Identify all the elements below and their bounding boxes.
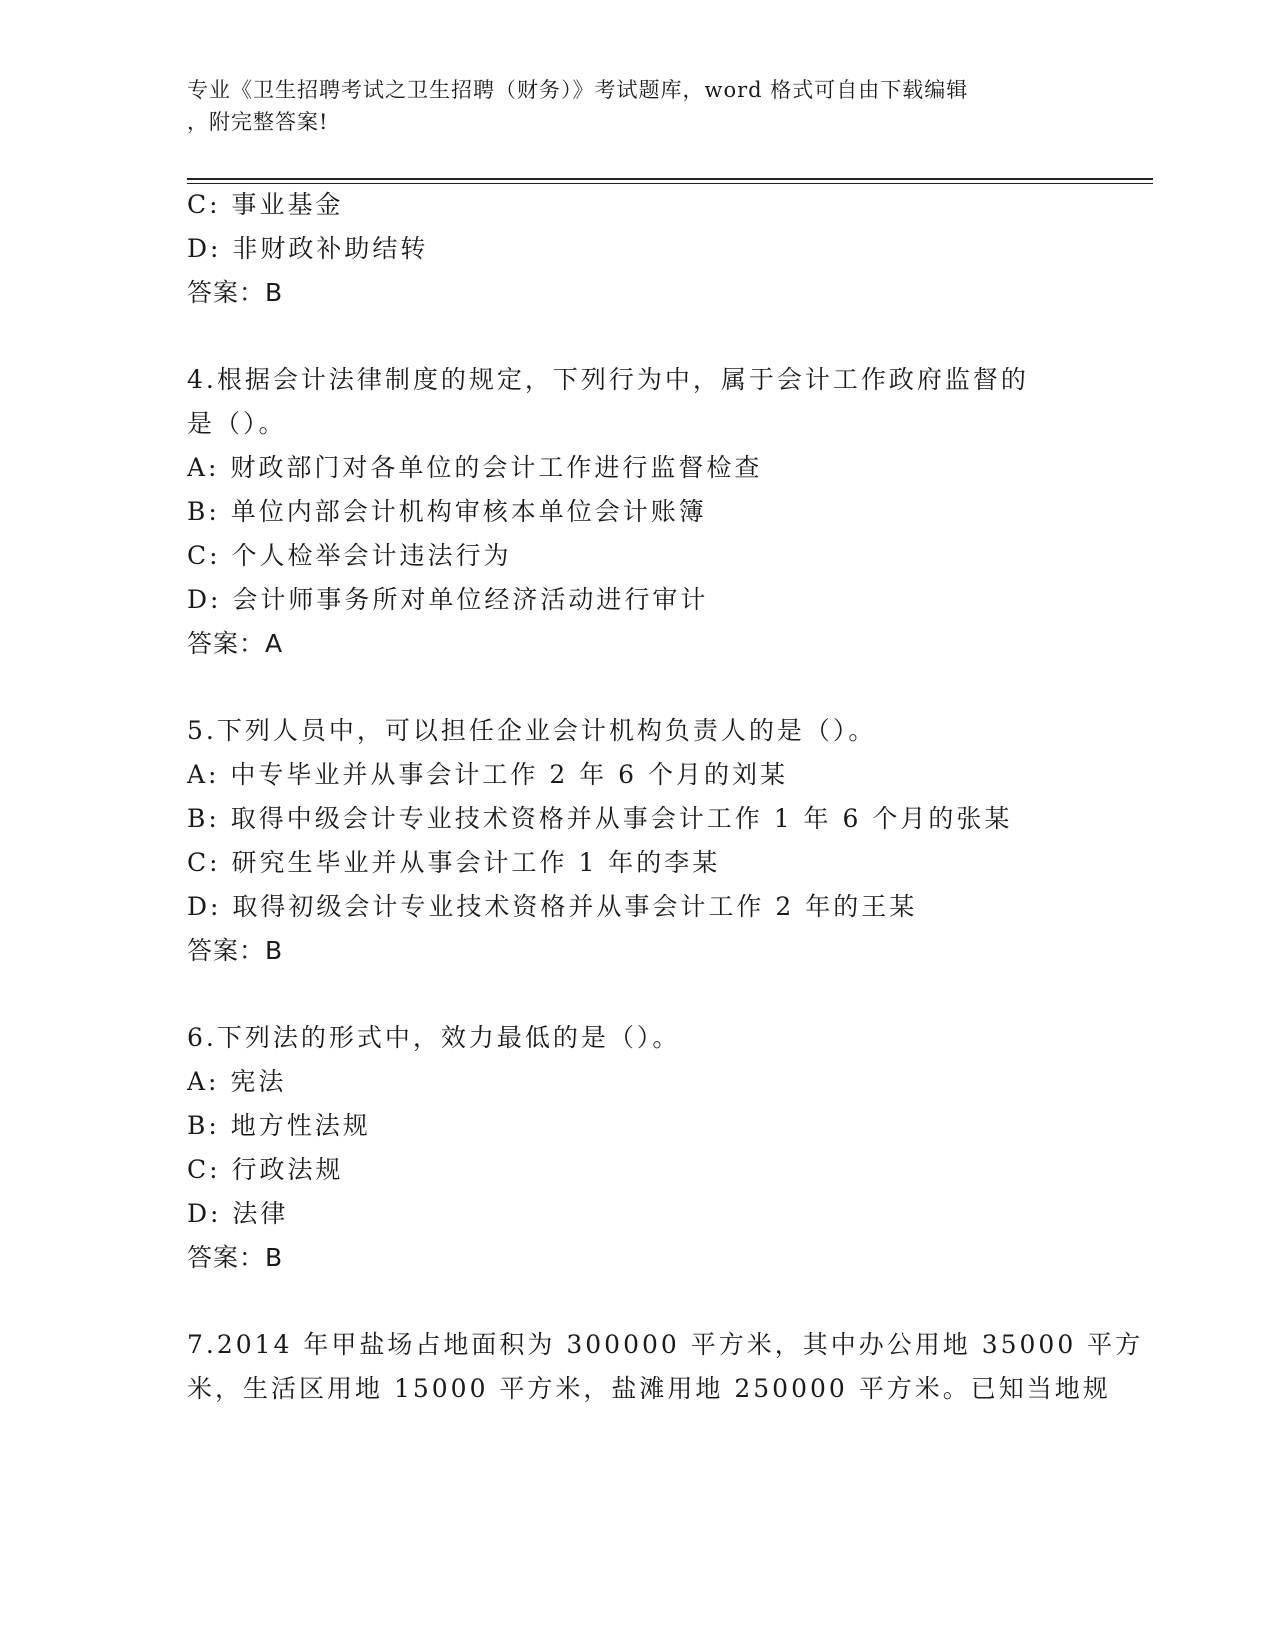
q6-option-b: B: 地方性法规 [187,1111,371,1140]
q4-stem-line-2: 是（）。 [187,409,287,438]
q6-answer: 答案：B [187,1243,284,1272]
header-line-1: 专业《卫生招聘考试之卫生招聘（财务）》考试题库，word 格式可自由下载编辑 [187,78,969,102]
q5-stem: 5.下列人员中，可以担任企业会计机构负责人的是（）。 [187,716,877,745]
header-divider-thin [187,183,1153,184]
q5-option-d: D: 取得初级会计专业技术资格并从事会计工作 2 年的王某 [187,892,918,921]
page-header [187,74,1067,138]
q3-option-d: D: 非财政补助结转 [187,234,429,263]
q3-answer: 答案：B [187,278,284,307]
q5-option-b: B: 取得中级会计专业技术资格并从事会计工作 1 年 6 个月的张某 [187,804,1013,833]
q5-option-a: A: 中专毕业并从事会计工作 2 年 6 个月的刘某 [187,760,789,789]
q5-answer: 答案：B [187,936,284,965]
q3-option-c: C: 事业基金 [187,190,344,219]
q4-option-d: D: 会计师事务所对单位经济活动进行审计 [187,585,709,614]
q6-option-d: D: 法律 [187,1199,289,1228]
header-divider-thick [187,178,1153,180]
q4-stem-line-1: 4.根据会计法律制度的规定，下列行为中，属于会计工作政府监督的 [187,365,1029,394]
q4-option-c: C: 个人检举会计违法行为 [187,541,512,570]
q6-option-a: A: 宪法 [187,1067,287,1096]
q4-option-b: B: 单位内部会计机构审核本单位会计账簿 [187,497,707,526]
q5-option-c: C: 研究生毕业并从事会计工作 1 年的李某 [187,848,721,877]
q4-option-a: A: 财政部门对各单位的会计工作进行监督检查 [187,453,763,482]
header-line-2: ，附完整答案! [187,110,329,134]
q4-answer: 答案：A [187,629,284,658]
q6-option-c: C: 行政法规 [187,1155,344,1184]
q7-stem-line-2: 米，生活区用地 15000 平方米，盐滩用地 250000 平方米。已知当地规 [187,1374,1111,1403]
q7-stem-line-1: 7.2014 年甲盐场占地面积为 300000 平方米，其中办公用地 35000 平方 [187,1330,1144,1359]
q6-stem: 6.下列法的形式中，效力最低的是（）。 [187,1023,681,1052]
